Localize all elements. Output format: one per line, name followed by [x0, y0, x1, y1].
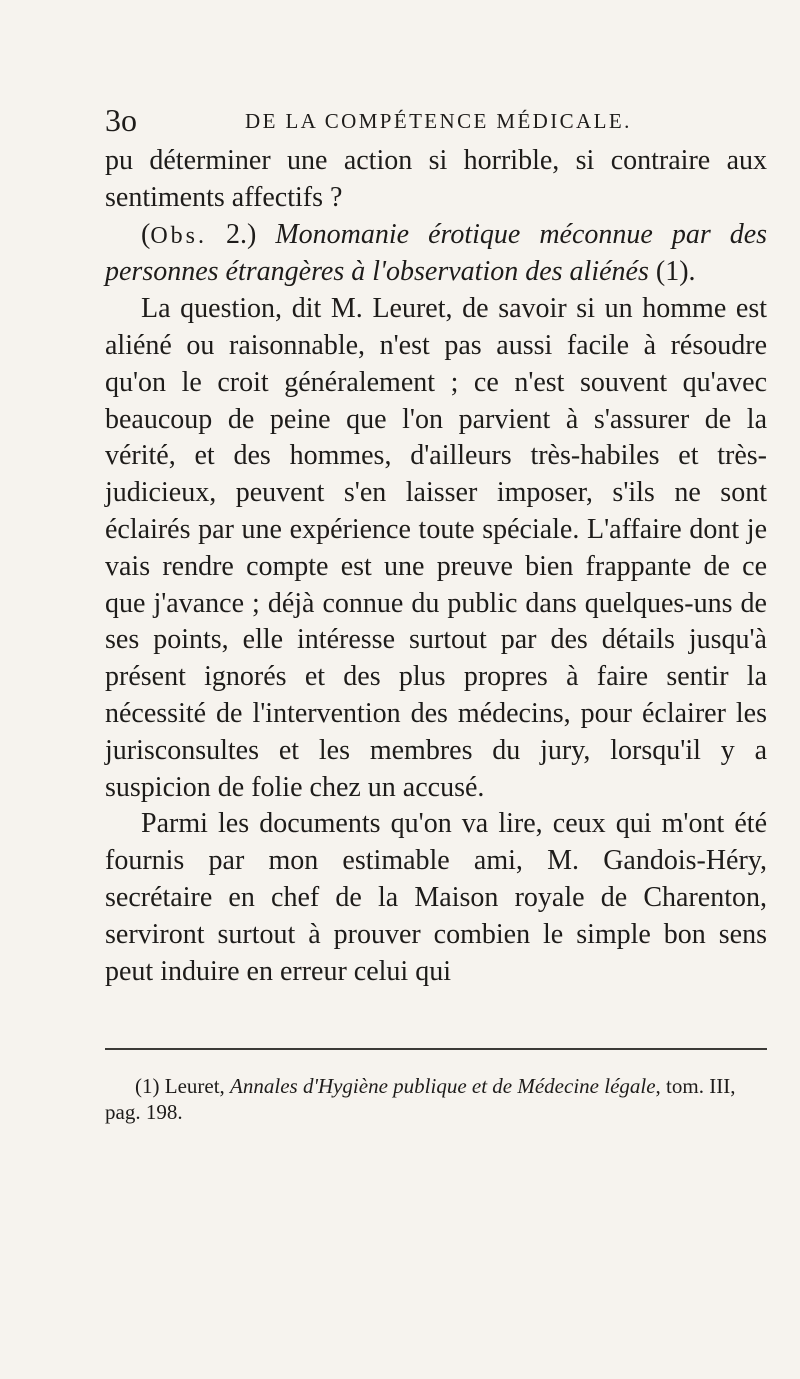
running-title: DE LA COMPÉTENCE MÉDICALE.: [245, 109, 632, 133]
footnote-work-title: Annales d'Hygiène publique et de Médecine légale: [230, 1074, 656, 1098]
observation-label: Obs.: [150, 222, 207, 249]
footnote-author: Leuret,: [164, 1074, 225, 1098]
footnote-reference: (1).: [655, 256, 696, 288]
footnote-citation: , tom. III, pag. 198.: [105, 1074, 736, 1124]
paragraph-documents: Parmi les documents qu'on va lire, ceux qui m'ont été fournis par mon estimable ami, M. Gandois-Héry, secrétaire en chef de la Maison royale de Charenton, serviront surtout à prouver combien le simple bon sens peut induire en erreur celui qui: [105, 808, 767, 987]
page-number: 3o: [105, 102, 137, 138]
observation-heading: [105, 217, 767, 292]
footnote: [105, 1073, 767, 1125]
observation-number: 2.): [226, 218, 257, 250]
page-header: [105, 100, 767, 140]
footnote-text: [105, 1073, 767, 1125]
footnote-marker: (1): [135, 1074, 160, 1098]
observation-open-paren: (: [141, 218, 151, 250]
paragraph-continuation: pu déterminer une action si horrible, si contraire aux sentiments affectifs ?: [105, 145, 767, 213]
paragraph-leuret: La question, dit M. Leuret, de savoir si un homme est aliéné ou raisonnable, n'est pas aussi facile à résoudre qu'on le croit généralement ; ce n'est souvent qu'avec beaucoup de peine que l'on parvient à s'assurer de la vérité, et des hommes, d'ailleurs très-habiles et très-judicieux, peuvent s'en laisser imposer, s'ils ne sont éclairés par une expérience toute spéciale. L'affaire dont je vais rendre compte est une preuve bien frappante de ce que j'avance ; déjà connue du public dans quelques-uns de ses points, elle intéresse surtout par des détails jusqu'à présent ignorés et des plus propres à faire sentir la nécessité de l'intervention des médecins, pour éclairer les jurisconsultes et les membres du jury, lorsqu'il y a suspicion de folie chez un accusé.: [105, 293, 767, 803]
book-page: [105, 0, 767, 1379]
body-text: [105, 143, 767, 990]
observation-title: Monomanie érotique méconnue par des personnes étrangères à l'observation des aliénés: [105, 218, 768, 288]
footnote-divider: [105, 1048, 767, 1050]
